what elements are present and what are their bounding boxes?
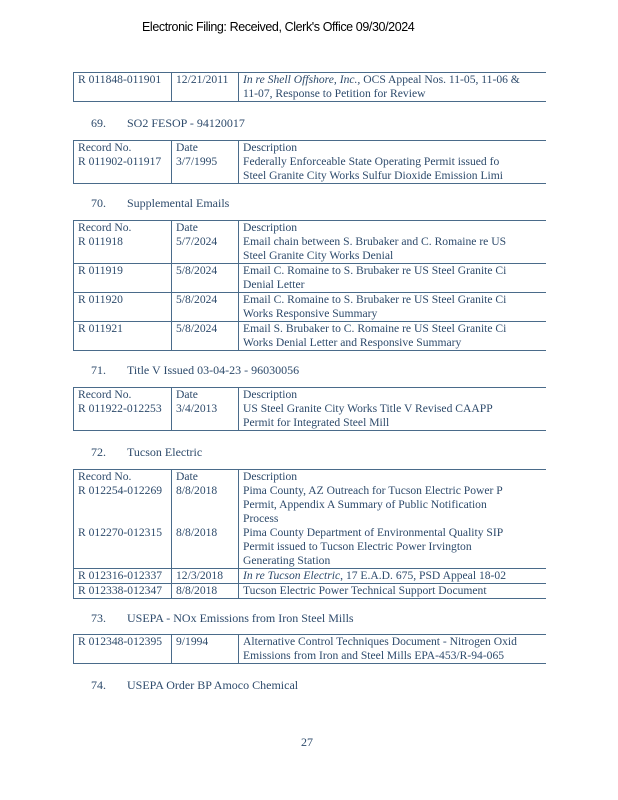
description-line: Steel Granite City Works Denial [243, 249, 394, 262]
date: 5/8/2024 [172, 322, 239, 350]
description-line: Pima County, AZ Outreach for Tucson Electric Power P [243, 484, 503, 497]
records-table [73, 220, 546, 351]
description [239, 635, 546, 663]
section-number: 69. [91, 116, 106, 130]
column-header: Description [243, 388, 298, 401]
column-header: Record No. [74, 221, 172, 235]
description [239, 73, 546, 101]
section-heading [91, 445, 202, 460]
column-header: Description [243, 141, 298, 154]
description [239, 526, 546, 568]
record-no: R 011848-011901 [74, 73, 172, 101]
description-line: Federally Enforceable State Operating Permit issued fo [243, 155, 500, 168]
table-row [74, 402, 546, 430]
records-table [73, 387, 546, 431]
record-no: R 011922-012253 [74, 402, 172, 430]
description [239, 235, 546, 263]
description-line: Steel Granite City Works Sulfur Dioxide Emission Limi [243, 169, 504, 182]
description-line: Works Responsive Summary [243, 307, 378, 320]
table-row [74, 235, 546, 263]
column-header: Record No. [74, 470, 172, 484]
record-no: R 012338-012347 [74, 584, 172, 598]
section-number: 74. [91, 678, 106, 692]
description [239, 584, 546, 598]
column-header: Date [172, 141, 239, 155]
column-header: Date [172, 388, 239, 402]
description-line: Process [243, 512, 279, 525]
table-row [74, 155, 546, 183]
section-heading [91, 363, 299, 378]
column-header: Date [172, 221, 239, 235]
description-line: , 17 E.A.D. 675, PSD Appeal 18-02 [340, 569, 506, 582]
table-row [74, 484, 546, 526]
record-no: R 011918 [74, 235, 172, 263]
section-title: Tucson Electric [127, 445, 203, 459]
table-row [74, 292, 546, 321]
description [239, 484, 546, 526]
section-heading [91, 116, 245, 131]
date: 12/21/2011 [172, 73, 239, 101]
section-title: SO2 FESOP - 94120017 [127, 116, 245, 130]
section-number: 73. [91, 611, 106, 625]
record-no: R 012348-012395 [74, 635, 172, 663]
section-title: USEPA - NOx Emissions from Iron Steel Mills [127, 611, 354, 625]
description-line: 11-07, Response to Petition for Review [243, 87, 426, 100]
description-line: Works Denial Letter and Responsive Summary [243, 336, 462, 349]
description-line: Permit issued to Tucson Electric Power Irvington [243, 540, 472, 553]
table-row [74, 583, 546, 598]
table-header-row [74, 388, 546, 402]
date: 3/4/2013 [172, 402, 239, 430]
record-no: R 012270-012315 [74, 526, 172, 568]
date: 8/8/2018 [172, 484, 239, 526]
column-header: Record No. [74, 141, 172, 155]
section-heading [91, 678, 298, 693]
records-table [73, 634, 546, 664]
record-no: R 011902-011917 [74, 155, 172, 183]
description [239, 569, 546, 583]
date: 5/7/2024 [172, 235, 239, 263]
table-row [74, 321, 546, 350]
description [239, 155, 546, 183]
table-continued [73, 72, 546, 102]
record-no: R 012254-012269 [74, 484, 172, 526]
filing-header: Electronic Filing: Received, Clerk's Office 09/30/2024 [142, 20, 415, 34]
record-no: R 011920 [74, 293, 172, 321]
description-line: Alternative Control Techniques Document - Nitrogen Oxid [243, 635, 517, 648]
case-name: In re Tucson Electric [243, 569, 341, 582]
records-table [73, 140, 546, 184]
description-line: Tucson Electric Power Technical Support Document [243, 584, 487, 597]
column-header: Description [243, 221, 298, 234]
date: 12/3/2018 [172, 569, 239, 583]
date: 5/8/2024 [172, 293, 239, 321]
column-header: Date [172, 470, 239, 484]
section-heading [91, 196, 229, 211]
description [239, 293, 546, 321]
section-title: Supplemental Emails [127, 196, 230, 210]
section-heading [91, 611, 354, 626]
table-row [74, 635, 546, 663]
description-line: US Steel Granite City Works Title V Revised CAAPP [243, 402, 493, 415]
table-row [74, 263, 546, 292]
date: 3/7/1995 [172, 155, 239, 183]
record-no: R 011919 [74, 264, 172, 292]
table-header-row [74, 221, 546, 235]
description-line: Denial Letter [243, 278, 305, 291]
description-line: Emissions from Iron and Steel Mills EPA-453/R-94-065 [243, 649, 505, 662]
description-line: Permit, Appendix A Summary of Public Notification [243, 498, 487, 511]
description-line: Email chain between S. Brubaker and C. Romaine re US [243, 235, 507, 248]
case-name: In re Shell Offshore, Inc., [243, 73, 361, 86]
description-line: Permit for Integrated Steel Mill [243, 416, 390, 429]
description-line: Email C. Romaine to S. Brubaker re US Steel Granite Ci [243, 264, 507, 277]
date: 5/8/2024 [172, 264, 239, 292]
date: 8/8/2018 [172, 526, 239, 568]
table-row [74, 73, 546, 101]
column-header: Record No. [74, 388, 172, 402]
description-line: Email C. Romaine to S. Brubaker re US Steel Granite Ci [243, 293, 507, 306]
description-line: OCS Appeal Nos. 11-05, 11-06 & [360, 73, 520, 86]
section-title: USEPA Order BP Amoco Chemical [127, 678, 299, 692]
description [239, 264, 546, 292]
section-number: 71. [91, 363, 106, 377]
date: 9/1994 [172, 635, 239, 663]
records-table [73, 469, 546, 599]
section-title: Title V Issued 03-04-23 - 96030056 [127, 363, 300, 377]
description-line: Email S. Brubaker to C. Romaine re US Steel Granite Ci [243, 322, 507, 335]
description [239, 322, 546, 350]
description-line: Generating Station [243, 554, 331, 567]
table-row [74, 526, 546, 568]
description-line: Pima County Department of Environmental Quality SIP [243, 526, 504, 539]
page-number: 27 [301, 735, 313, 749]
description [239, 402, 546, 430]
column-header: Description [243, 470, 298, 483]
table-header-row [74, 470, 546, 484]
section-number: 72. [91, 445, 106, 459]
date: 8/8/2018 [172, 584, 239, 598]
record-no: R 012316-012337 [74, 569, 172, 583]
section-number: 70. [91, 196, 106, 210]
table-header-row [74, 141, 546, 155]
record-no: R 011921 [74, 322, 172, 350]
table-row [74, 568, 546, 583]
